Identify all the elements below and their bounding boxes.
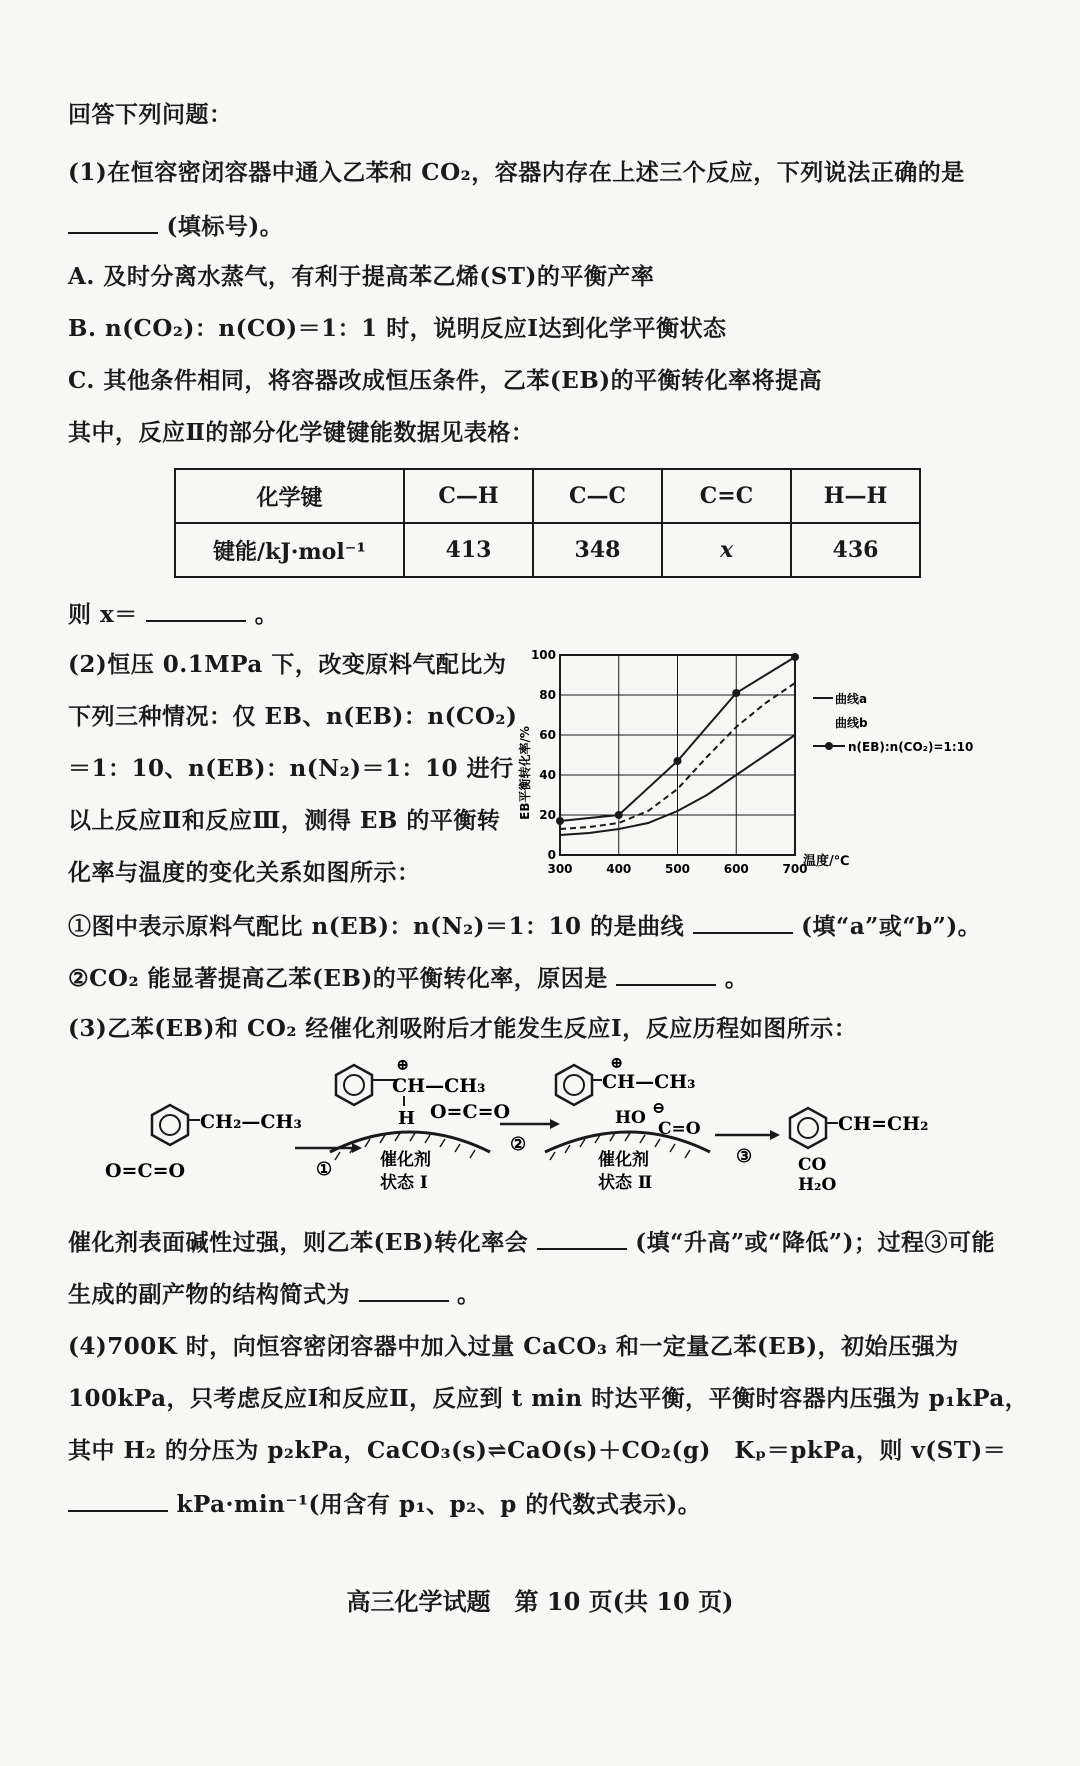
data-point [791, 653, 799, 661]
q3-line1: (3)乙苯(EB)和 CO₂ 经催化剂吸附后才能发生反应Ⅰ，反应历程如图所示： [68, 1015, 858, 1042]
table-cell: C—C [533, 469, 662, 523]
y-tick-label: 80 [539, 688, 556, 702]
chart-ticks [531, 648, 808, 876]
benzene-ring [336, 1065, 372, 1105]
q4-line3: 其中 H₂ 的分压为 p₂kPa，CaCO₃(s)⇌CaO(s)＋CO₂(g) Kₚ＝pkPa，则 v(ST)＝ [68, 1437, 1007, 1464]
chart-legend [813, 691, 973, 754]
table-cell: 化学键 [175, 469, 404, 523]
q1-option-a: A. 及时分离水蒸气，有利于提高苯乙烯(ST)的平衡产率 [68, 263, 655, 290]
q1-option-b: B. n(CO₂)：n(CO)＝1：1 时，说明反应Ⅰ达到化学平衡状态 [68, 315, 727, 342]
legend-label: 曲线a [835, 692, 868, 706]
answer-blank[interactable] [537, 1226, 627, 1250]
benzene-ring-circle [564, 1075, 584, 1095]
table-cell: 413 [404, 523, 533, 577]
q2-sub2: ②CO₂ 能显著提高乙苯(EB)的平衡转化率，原因是 。 [68, 962, 748, 994]
conversion-chart [515, 645, 1015, 890]
state-2-label: 状态 Ⅱ [598, 1173, 653, 1193]
ethyl-group: CH₂—CH₃ [200, 1111, 302, 1133]
step-2-label: ② [510, 1134, 527, 1155]
charge-minus: ⊖ [652, 1098, 666, 1117]
legend-label: 曲线b [835, 716, 868, 730]
q2-line-2: 下列三种情况：仅 EB、n(EB)：n(CO₂) [68, 703, 518, 730]
vinyl-group: CH=CH₂ [838, 1113, 929, 1135]
q2-line-4: 以上反应Ⅱ和反应Ⅲ，测得 EB 的平衡转 [68, 807, 501, 834]
benzene-ring-circle [160, 1115, 180, 1135]
answer-blank[interactable] [693, 910, 793, 934]
q2-line-3: ＝1：10、n(EB)：n(N₂)＝1：10 进行 [68, 755, 514, 782]
carbonyl-group: C=O [658, 1119, 701, 1139]
state-1-label: 状态 Ⅰ [380, 1173, 428, 1193]
step-1-label: ① [316, 1159, 333, 1180]
benzene-ring-circle [344, 1075, 364, 1095]
y-tick-label: 100 [530, 648, 556, 662]
q4-line1: (4)700K 时，向恒容密闭容器中加入过量 CaCO₃ 和一定量乙苯(EB)，初始压强为 [68, 1333, 959, 1360]
charge-plus: ⊕ [610, 1053, 624, 1072]
table-row [175, 469, 920, 523]
benzene-ring [152, 1105, 188, 1145]
legend-marker [825, 742, 833, 750]
co2-molecule: O=C=O [105, 1160, 186, 1182]
answer-blank[interactable] [68, 210, 158, 234]
table-cell: H—H [791, 469, 920, 523]
benzene-ring-circle [798, 1118, 818, 1138]
catalyst-label-2: 催化剂 [598, 1150, 649, 1170]
data-point [556, 817, 564, 825]
hydroxyl-group: HO [615, 1108, 646, 1128]
q2-line-5: 化率与温度的变化关系如图所示： [68, 859, 421, 886]
x-tick-label: 600 [723, 862, 749, 876]
h2o-product: H₂O [798, 1175, 837, 1195]
table-cell: 348 [533, 523, 662, 577]
q3-line2: 催化剂表面碱性过强，则乙苯(EB)转化率会 (填“升高”或“降低”)；过程③可能 [68, 1226, 995, 1258]
q2-sub1: ①图中表示原料气配比 n(EB)：n(N₂)＝1：10 的是曲线 (填“a”或“b”)。 [68, 910, 981, 942]
y-tick-label: 20 [539, 808, 556, 822]
q4-line4: kPa·min⁻¹(用含有 p₁、p₂、p 的代数式表示)。 [68, 1488, 701, 1520]
q4-line2: 100kPa，只考虑反应Ⅰ和反应Ⅱ，反应到 t min 时达平衡，平衡时容器内压强为 p₁kPa， [68, 1385, 1029, 1412]
hydrogen-atom: H [398, 1108, 416, 1129]
answer-blank[interactable] [146, 598, 246, 622]
benzene-ring [556, 1065, 592, 1105]
data-point [732, 689, 740, 697]
table-row [175, 523, 920, 577]
co2-molecule: O=C=O [430, 1101, 511, 1123]
ch-ch3-group: CH—CH₃ [392, 1075, 486, 1097]
catalyst-label-1: 催化剂 [380, 1150, 431, 1170]
q1-option-c: C. 其他条件相同，将容器改成恒压条件，乙苯(EB)的平衡转化率将提高 [68, 367, 823, 394]
ch-ch3-group: CH—CH₃ [602, 1071, 696, 1093]
answer-blank[interactable] [616, 962, 716, 986]
q1-line2: (填标号)。 [68, 210, 283, 242]
x-axis-label: 温度/℃ [803, 854, 850, 869]
x-tick-label: 700 [782, 862, 808, 876]
step-3-label: ③ [736, 1146, 753, 1167]
x-tick-label: 500 [664, 862, 691, 876]
co-product: CO [798, 1155, 827, 1175]
answer-blank[interactable] [68, 1488, 168, 1512]
y-axis-label: EB平衡转化率/% [518, 726, 532, 820]
data-point [615, 811, 623, 819]
bond-energy-table [174, 468, 921, 578]
chart-grid [560, 655, 795, 855]
y-tick-label: 40 [539, 768, 556, 782]
table-cell: C—H [404, 469, 533, 523]
x-tick-label: 400 [606, 862, 632, 876]
x-tick-label: 300 [547, 862, 573, 876]
table-cell: C=C [662, 469, 791, 523]
q1-ask-x: 则 x＝ 。 [68, 598, 278, 630]
mechanism-diagram [90, 1040, 1010, 1200]
q1-line1: (1)在恒容密闭容器中通入乙苯和 CO₂，容器内存在上述三个反应，下列说法正确的是 [68, 159, 965, 186]
y-tick-label: 60 [539, 728, 556, 742]
benzene-ring [790, 1108, 826, 1148]
charge-plus: ⊕ [396, 1055, 410, 1074]
table-cell: 键能/kJ·mol⁻¹ [175, 523, 404, 577]
legend-label: n(EB):n(CO₂)=1:10 [848, 740, 974, 754]
page-footer: 高三化学试题 第 10 页(共 10 页) [346, 1587, 734, 1616]
q3-line3: 生成的副产物的结构简式为 。 [68, 1278, 481, 1310]
y-tick-label: 0 [547, 848, 556, 862]
data-point [674, 757, 682, 765]
answer-blank[interactable] [359, 1278, 449, 1302]
table-cell: 436 [791, 523, 920, 577]
q1-table-intro: 其中，反应Ⅱ的部分化学键键能数据见表格： [68, 419, 535, 446]
q2-line-1: (2)恒压 0.1MPa 下，改变原料气配比为 [68, 651, 507, 678]
question-intro: 回答下列问题： [68, 101, 233, 128]
table-cell: x [662, 523, 791, 577]
